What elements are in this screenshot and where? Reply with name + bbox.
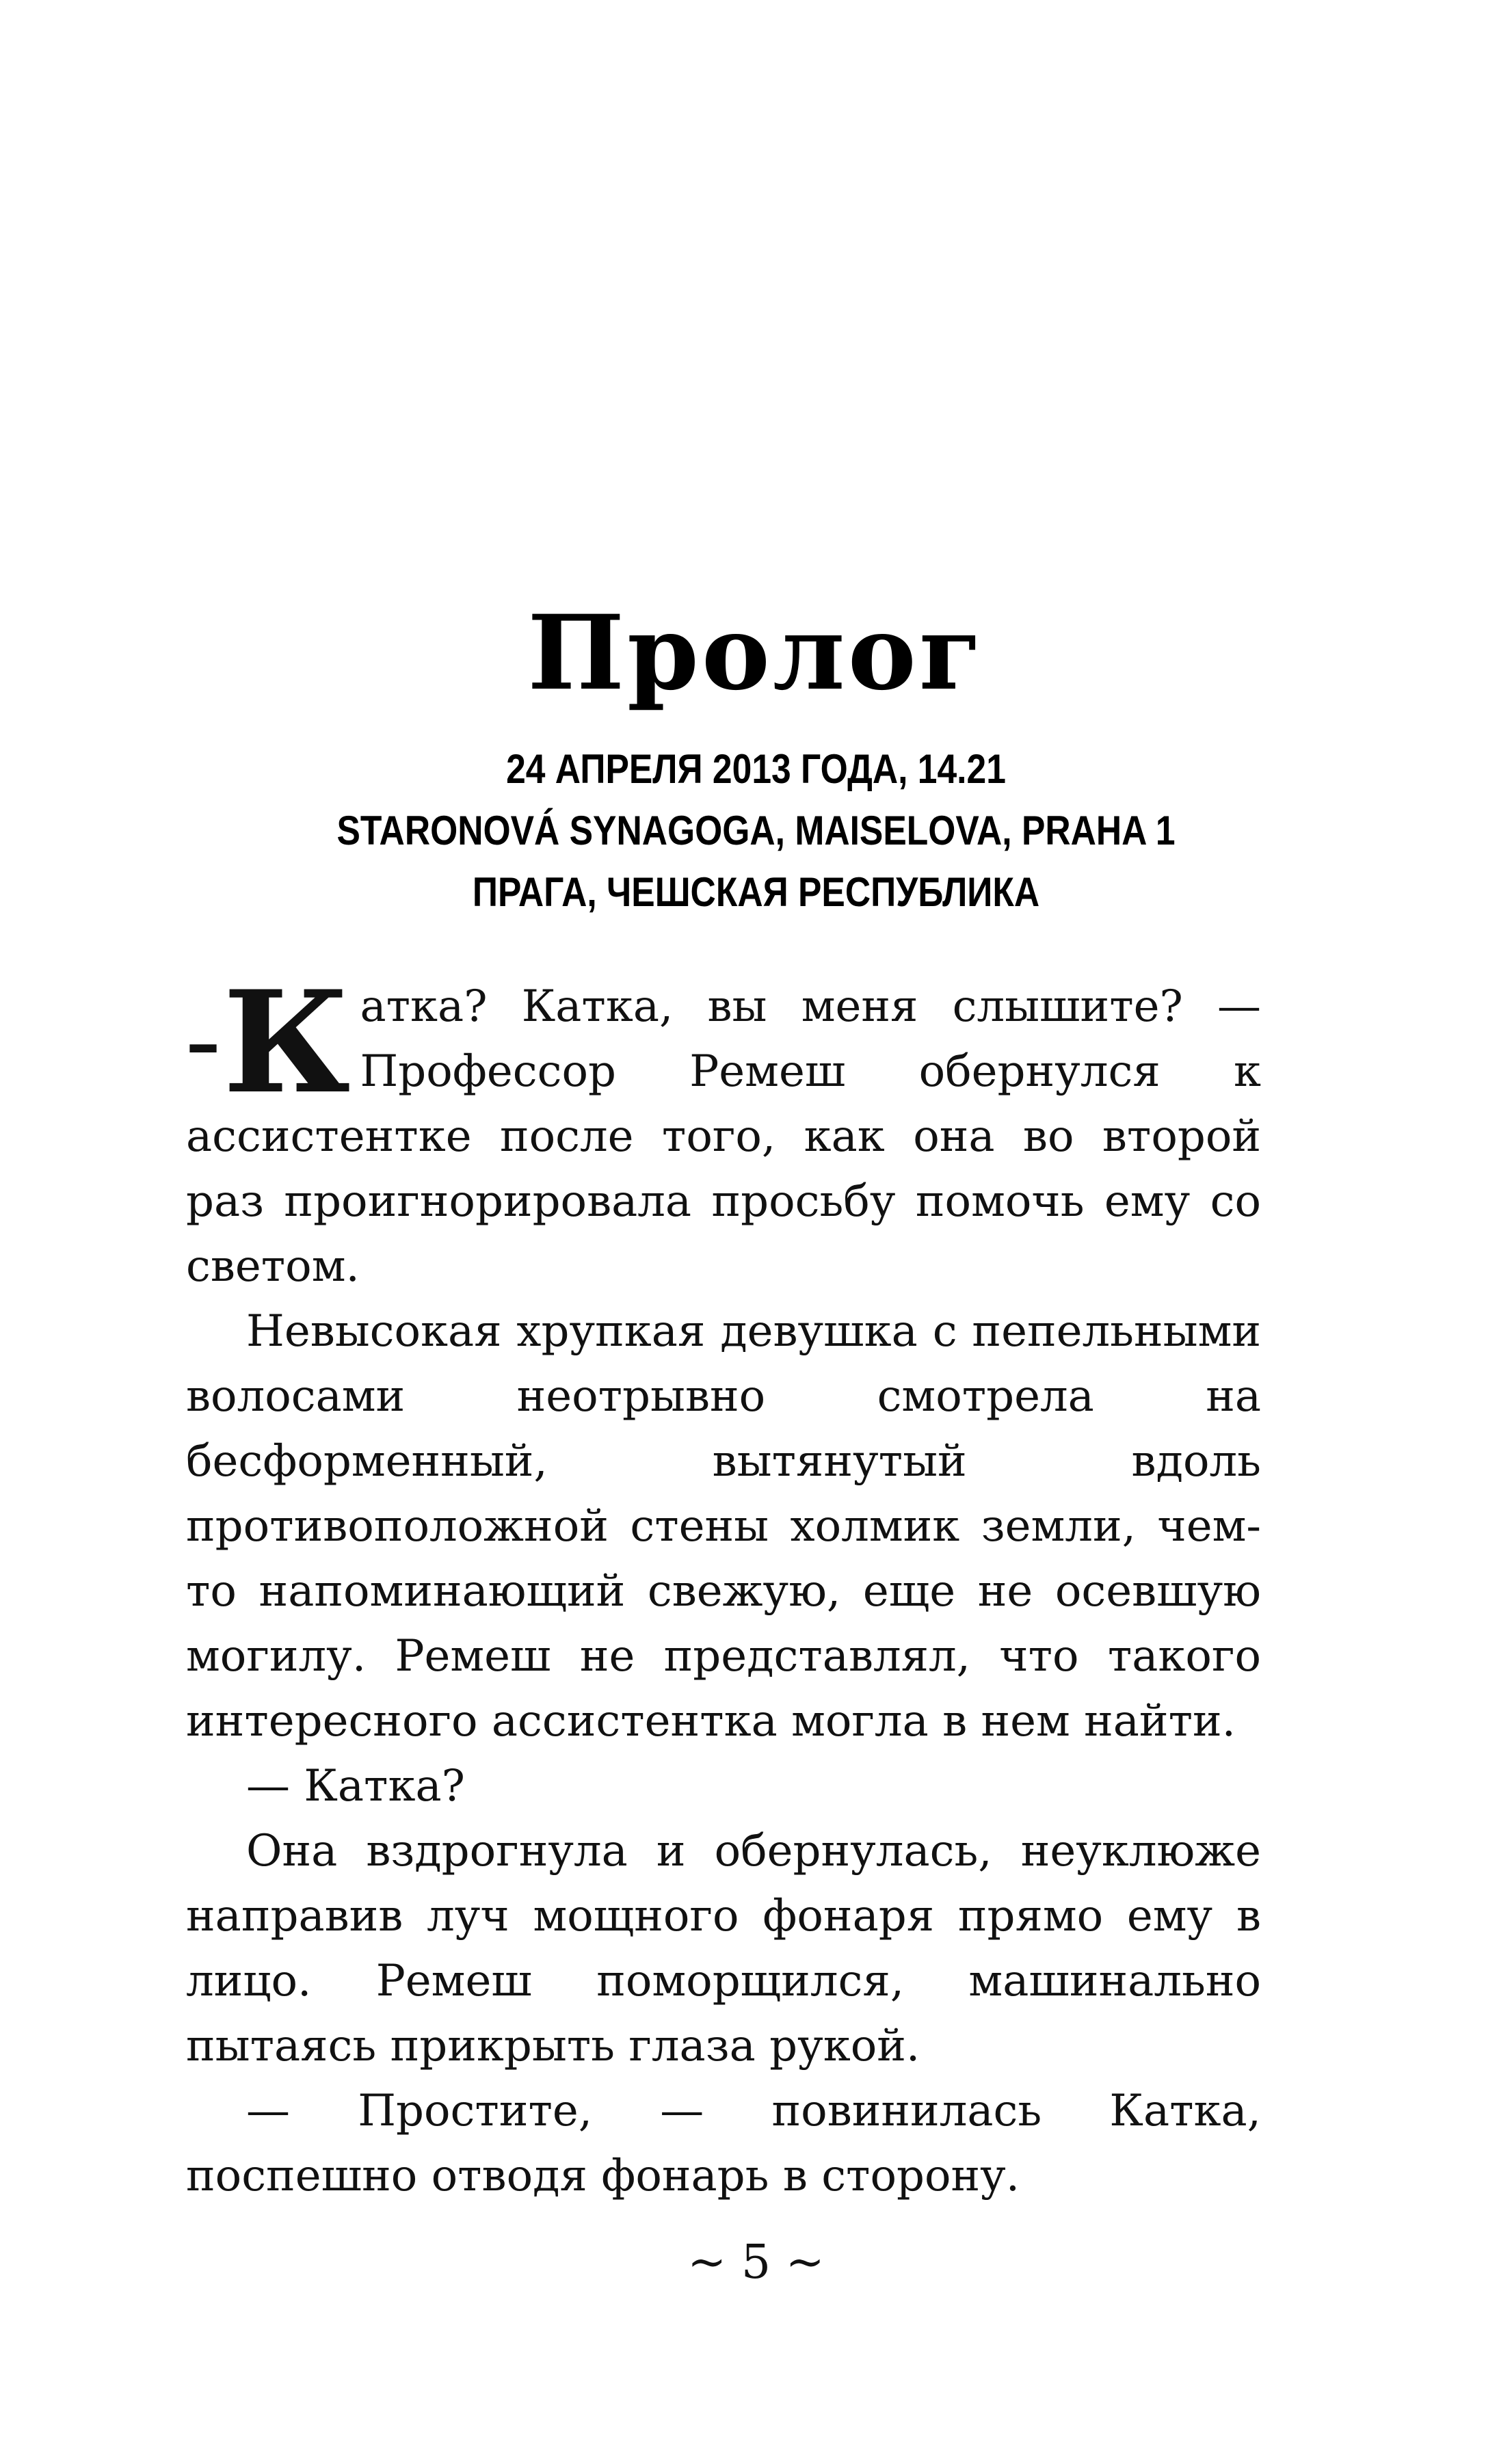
- paragraph-1: [186, 961, 1261, 1299]
- paragraph-2: Невысокая хрупкая девушка с пепельными волосами неотрывно смотрела на бесформенный, вытянутый вдоль противоположной стены холмик земли, чем-то напоминающий свежую, еще не осевшую могилу. Ремеш не представлял, что такого интересного ассистентка могла в нем найти.: [186, 1306, 1261, 1747]
- chapter-dateline: [106, 739, 1406, 923]
- body-text: [186, 961, 1261, 2209]
- paragraph-3: — Катка?: [246, 1761, 465, 1811]
- page-number: ~ 5 ~: [687, 2235, 825, 2290]
- paragraph-5: — Простите, — повинилась Катка, поспешно отводя фонарь в сторону.: [186, 2086, 1261, 2201]
- chapter-title: Пролог: [527, 593, 985, 713]
- drop-cap: [186, 961, 351, 1125]
- paragraph-4: Она вздрогнула и обернулась, неуклюже направив луч мощного фонаря прямо ему в лицо. Ремеш поморщился, машинально пытаясь прикрыть глаза рукой.: [186, 1826, 1261, 2071]
- paragraph-1-text: атка? Катка, вы меня слышите? — Профессор Ремеш обернулся к ассистентке после того, как она во второй раз проигнорировала просьбу помочь ему со светом.: [186, 981, 1261, 1292]
- dateline-location: STARONOVÁ SYNAGOGA, MAISELOVA, PRAHA 1: [336, 808, 1176, 853]
- drop-cap-dash: –: [186, 1003, 220, 1083]
- dateline-date: 24 АПРЕЛЯ 2013 ГОДА, 14.21: [506, 746, 1006, 792]
- dateline-country: ПРАГА, ЧЕШСКАЯ РЕСПУБЛИКА: [472, 869, 1040, 915]
- drop-cap-letter: К: [223, 961, 351, 1125]
